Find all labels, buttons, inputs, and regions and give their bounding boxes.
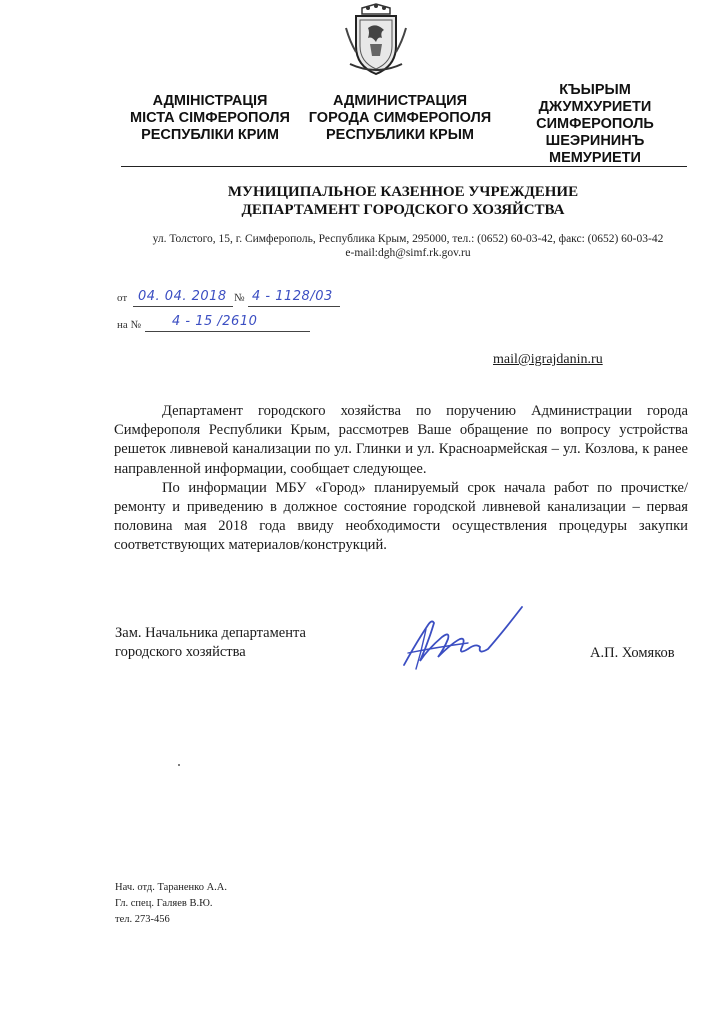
date-underline <box>133 306 233 307</box>
from-label: от <box>117 292 128 304</box>
header-ru-line: ГОРОДА СИМФЕРОПОЛЯ <box>308 110 492 126</box>
recipient-email[interactable]: mail@igrajdanin.ru <box>493 352 603 367</box>
institution-line2: ДЕПАРТАМЕНТ ГОРОДСКОГО ХОЗЯЙСТВА <box>241 202 565 218</box>
body-paragraph: Департамент городского хозяйства по поручению Администрации города Симферополя Республики Крым, рассмотрев Ваше обращение по вопросу устройства решеток ливневой канализации по ул. Глинки и ул. Красноармейская – ул. Козлова, к ранее направленной информации, сообщает следующее. <box>114 403 688 477</box>
header-ua-line: МІСТА СІМФЕРОПОЛЯ <box>130 110 290 126</box>
number-label: № <box>234 292 245 304</box>
header-ua-line: РЕСПУБЛІКИ КРИМ <box>141 127 279 143</box>
handwritten-number: 4 - 1128/03 <box>252 289 333 304</box>
address-line: ул. Толстого, 15, г. Симферополь, Республика Крым, 295000, тел.: (0652) 60-03-42, факс: (0652) 60-03-42 <box>152 233 664 245</box>
handwritten-signature <box>398 603 528 675</box>
number-underline <box>248 306 340 307</box>
institution-line1: МУНИЦИПАЛЬНОЕ КАЗЕННОЕ УЧРЕЖДЕНИЕ <box>227 184 579 200</box>
header-crh-line: ДЖУМХУРИЕТИ <box>538 99 652 115</box>
footer-line: тел. 273-456 <box>115 914 170 925</box>
header-crimean-tatar <box>510 82 680 167</box>
header-crh-line: ШЕЭРИНИНЪ <box>545 133 645 149</box>
header-ukrainian <box>115 93 305 144</box>
executor-footer <box>115 880 227 928</box>
address-email: e-mail:dgh@simf.rk.gov.ru <box>345 247 471 259</box>
handwritten-date: 04. 04. 2018 <box>138 289 227 304</box>
header-ru-line: АДМИНИСТРАЦИЯ <box>332 93 467 109</box>
body-paragraph: По информации МБУ «Город» планируемый срок начала работ по прочистке/ремонту и приведению в должное состояние городской ливневой канализации – первая половина мая 2018 года ввиду необходимости осуществления процедуры закупки соответствующих материалов/конструкций. <box>114 479 688 554</box>
header-divider <box>121 166 687 167</box>
address-block <box>110 232 706 260</box>
crimea-coat-of-arms-icon <box>340 2 412 78</box>
scan-speck <box>178 764 180 766</box>
letter-body <box>114 402 688 556</box>
footer-line: Гл. спец. Галяев В.Ю. <box>115 898 213 909</box>
header-ua-line: АДМІНІСТРАЦІЯ <box>152 93 268 109</box>
header-ru-line: РЕСПУБЛИКИ КРЫМ <box>325 127 474 143</box>
position-line: городского хозяйства <box>115 644 246 660</box>
position-line: Зам. Начальника департамента <box>115 625 306 641</box>
incoming-label: на № <box>117 319 142 331</box>
footer-line: Нач. отд. Тараненко А.А. <box>115 882 227 893</box>
header-russian <box>300 93 500 144</box>
handwritten-incoming-number: 4 - 15 /2610 <box>172 314 258 329</box>
incoming-underline <box>145 331 310 332</box>
signatory-name: А.П. Хомяков <box>590 645 675 661</box>
header-crh-line: СИМФЕРОПОЛЬ <box>536 116 654 132</box>
institution-name <box>160 183 646 219</box>
signatory-position <box>115 624 306 662</box>
header-crh-line: КЪЫРЫМ <box>559 82 631 98</box>
header-crh-line: МЕМУРИЕТИ <box>549 150 641 166</box>
